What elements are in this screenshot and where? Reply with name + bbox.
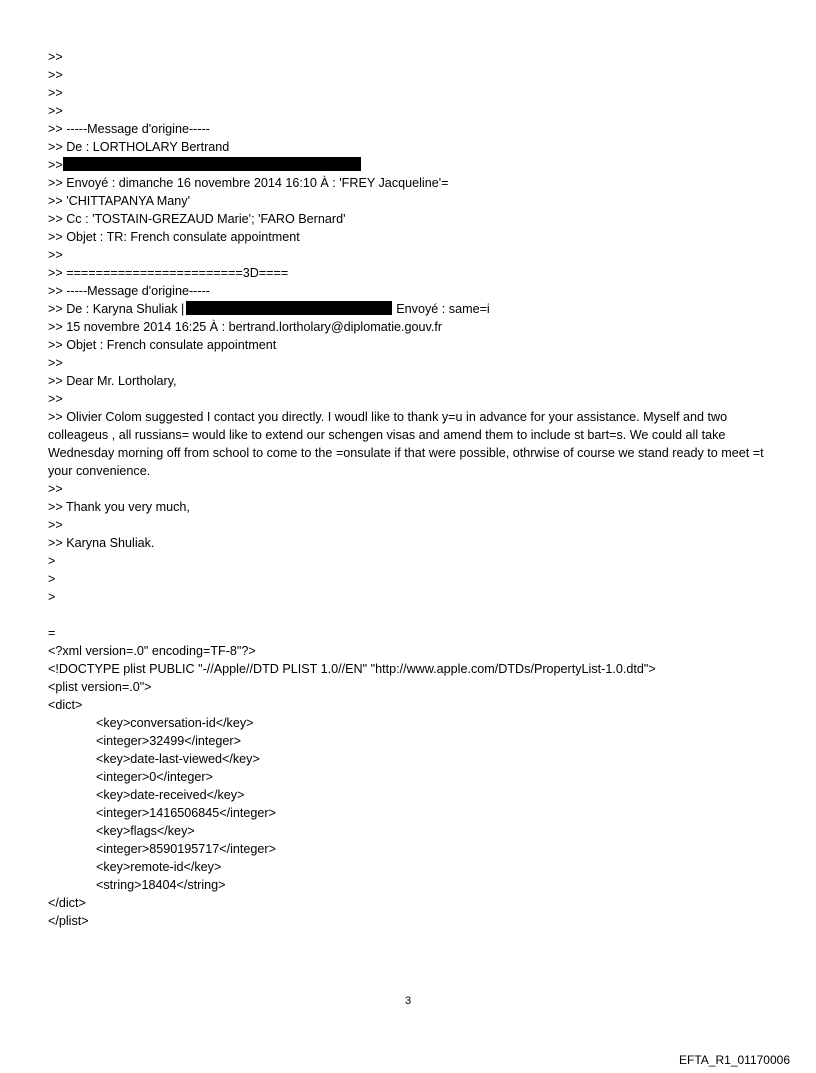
plist-open-tag: <plist version=.0"> <box>48 680 152 694</box>
single-quote-line: > <box>48 572 56 586</box>
page-number: 3 <box>404 995 412 1007</box>
plist-entry: <key>date-received</key> <box>96 788 245 802</box>
plist-close-tag: </plist> <box>48 914 89 928</box>
from-line-redacted <box>48 300 773 318</box>
xml-declaration: <?xml version=.0" encoding=TF-8"?> <box>48 644 256 658</box>
subject-line: >> Objet : French consulate appointment <box>48 338 277 352</box>
thanks-line: >> Thank you very much, <box>48 500 190 514</box>
sent-suffix: Envoyé : same=i <box>396 302 490 316</box>
email-body <box>48 48 773 930</box>
quote-line: >> <box>48 104 63 118</box>
document-id: EFTA_R1_01170006 <box>679 1053 790 1067</box>
cc-line: >> Cc : 'TOSTAIN-GREZAUD Marie'; 'FARO Bernard' <box>48 212 346 226</box>
plist-entry: <key>conversation-id</key> <box>96 716 254 730</box>
date-to-line: >> 15 novembre 2014 16:25 À : bertrand.lortholary@diplomatie.gouv.fr <box>48 320 443 334</box>
redaction-box <box>63 157 361 171</box>
quote-line: >> <box>48 50 63 64</box>
plist-entry: <key>flags</key> <box>96 824 195 838</box>
quote-line: >> <box>48 518 63 532</box>
quote-line: >> <box>48 482 63 496</box>
plist-entry: <integer>0</integer> <box>96 770 213 784</box>
subject-line: >> Objet : TR: French consulate appointment <box>48 230 300 244</box>
blank-line <box>48 606 773 624</box>
sent-line: >> Envoyé : dimanche 16 novembre 2014 16:10 À : 'FREY Jacqueline'= <box>48 176 449 190</box>
plist-entry: <key>remote-id</key> <box>96 860 222 874</box>
quote-line: >> <box>48 68 63 82</box>
redacted-line <box>48 156 773 174</box>
from-line: >> De : LORTHOLARY Bertrand <box>48 140 230 154</box>
signature-line: >> Karyna Shuliak. <box>48 536 155 550</box>
quote-line: >> <box>48 248 63 262</box>
message-body-paragraph: >> Olivier Colom suggested I contact you directly. I woudl like to thank y=u in advance for your assistance. Myself and two colleageus , all russians= would like to extend our schengen visas and amend them to include st bart=s. We could all take Wednesday morning off from school to come to the =onsulate if that were possible, othrwise of course we stand ready to meet =t your convenience. <box>48 410 764 478</box>
to-continuation-line: >> 'CHITTAPANYA Many' <box>48 194 190 208</box>
single-quote-line: > <box>48 554 56 568</box>
plist-entry: <string>18404</string> <box>96 878 226 892</box>
equals-sign-line: = <box>48 626 56 640</box>
equals-separator: >> ========================3D==== <box>48 266 289 280</box>
single-quote-line: > <box>48 590 56 604</box>
original-message-separator: >> -----Message d'origine----- <box>48 284 210 298</box>
doctype-line: <!DOCTYPE plist PUBLIC "-//Apple//DTD PLIST 1.0//EN" "http://www.apple.com/DTDs/PropertyList-1.0.dtd"> <box>48 662 656 676</box>
quote-line: >> <box>48 392 63 406</box>
quote-line: >> <box>48 86 63 100</box>
redaction-box <box>186 301 392 315</box>
plist-entry: <integer>1416506845</integer> <box>96 806 276 820</box>
dict-open-tag: <dict> <box>48 698 83 712</box>
dict-close-tag: </dict> <box>48 896 86 910</box>
greeting-line: >> Dear Mr. Lortholary, <box>48 374 177 388</box>
plist-entry: <key>date-last-viewed</key> <box>96 752 260 766</box>
from-prefix: >> De : Karyna Shuliak | <box>48 302 185 316</box>
redacted-prefix: >> <box>48 158 63 172</box>
quote-line: >> <box>48 356 63 370</box>
original-message-separator: >> -----Message d'origine----- <box>48 122 210 136</box>
plist-entry: <integer>32499</integer> <box>96 734 241 748</box>
plist-entry: <integer>8590195717</integer> <box>96 842 276 856</box>
